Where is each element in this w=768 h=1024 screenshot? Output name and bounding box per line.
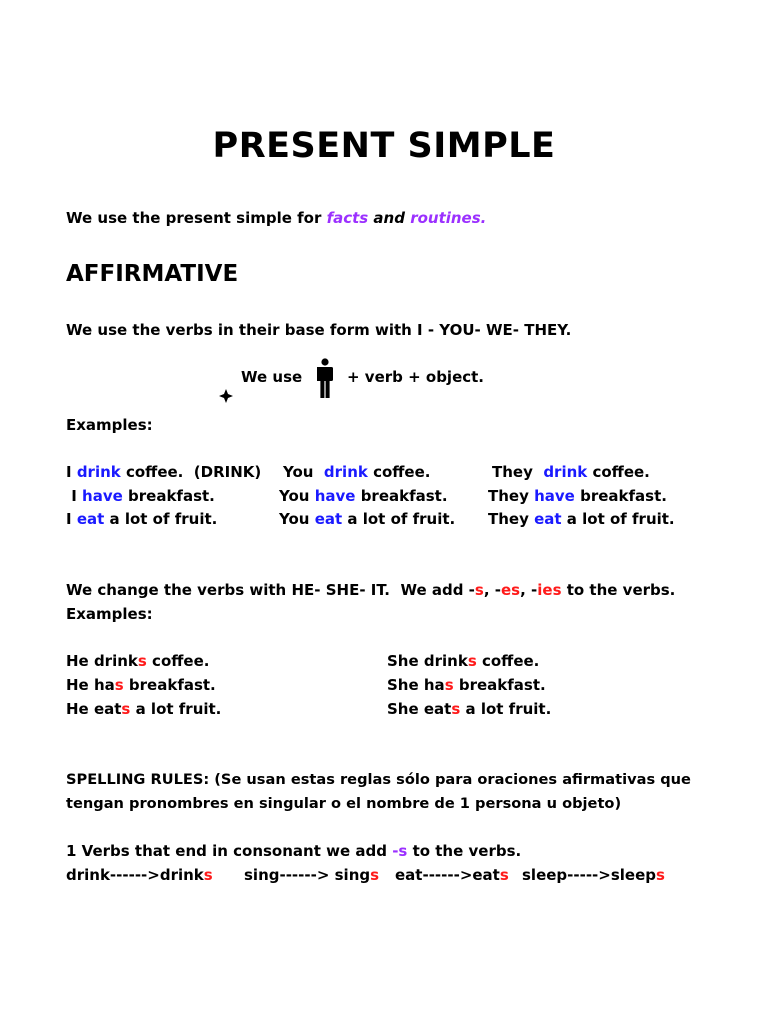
routines-word: routines.: [410, 209, 487, 227]
example-i-drink: [66, 462, 261, 482]
subject-text: You: [279, 487, 315, 505]
example-base: drink------>drink: [66, 866, 204, 884]
object-text: coffee. (DRINK): [120, 463, 262, 481]
structure-rest-text: + verb + object.: [347, 368, 485, 386]
facts-word: facts: [326, 209, 369, 227]
example-she-has: [387, 675, 546, 695]
rule-suffix: -s: [392, 842, 408, 860]
example-text: She drink: [387, 652, 468, 670]
example-they-eat: [488, 509, 675, 529]
suffix-s: s: [121, 700, 131, 718]
verb-text: eat: [76, 510, 105, 528]
object-text: coffee.: [367, 463, 431, 481]
example-you-have: [279, 486, 448, 506]
examples-label-2: Examples:: [66, 605, 153, 623]
spelling-rules-line-2: tengan pronombres en singular o el nombre de 1 persona u objeto): [66, 795, 622, 812]
verb-text: drink: [76, 463, 121, 481]
suffix-s: s: [474, 581, 484, 599]
base-form-line: We use the verbs in their base form with I - YOU- WE- THEY.: [66, 321, 572, 339]
example-text: coffee.: [476, 652, 540, 670]
subject-text: They: [488, 487, 535, 505]
verb-text: eat: [534, 510, 562, 528]
examples-label: Examples:: [66, 416, 153, 434]
suffix-s: s: [137, 652, 147, 670]
spelling-example-drinks: [66, 865, 213, 885]
person-icon: [313, 358, 337, 398]
object-text: breakfast.: [122, 487, 215, 505]
suffix-s: s: [114, 676, 124, 694]
spelling-rules-line-1: SPELLING RULES: (Se usan estas reglas sólo para oraciones afirmativas que: [66, 771, 691, 788]
page-title: PRESENT SIMPLE: [212, 126, 556, 166]
example-she-drinks: [387, 651, 539, 671]
object-text: a lot of fruit.: [104, 510, 218, 528]
intro-text: We use the present simple for: [66, 209, 327, 227]
verb-text: drink: [543, 463, 588, 481]
spelling-example-eats: [395, 865, 509, 885]
object-text: a lot of fruit.: [561, 510, 675, 528]
suffix-s: s: [370, 866, 380, 884]
intro-and: and: [368, 209, 411, 227]
structure-line: [209, 367, 233, 407]
example-i-eat: [66, 509, 217, 529]
example-text: She eat: [387, 700, 452, 718]
subject-text: You: [279, 510, 315, 528]
spelling-example-sings: [244, 865, 379, 885]
suffix-s: s: [467, 652, 477, 670]
suffix-ies: ies: [537, 581, 562, 599]
example-text: He eat: [66, 700, 122, 718]
separator: , -: [520, 581, 538, 599]
example-he-drinks: [66, 651, 209, 671]
affirmative-heading: AFFIRMATIVE: [66, 261, 239, 287]
rule-text: 1 Verbs that end in consonant we add: [66, 842, 393, 860]
diamond-bullet-icon: [219, 389, 233, 403]
suffix-s: s: [203, 866, 213, 884]
example-she-eats: [387, 699, 551, 719]
example-they-have: [488, 486, 667, 506]
rule-1-line: [66, 841, 521, 861]
subject-text: They: [488, 510, 535, 528]
subject-text: I: [66, 463, 77, 481]
example-base: eat------>eat: [395, 866, 500, 884]
example-text: He drink: [66, 652, 138, 670]
change-verbs-line: [66, 580, 675, 600]
subject-text: You: [283, 463, 324, 481]
verb-text: have: [534, 487, 575, 505]
verb-text: have: [314, 487, 356, 505]
suffix-s: s: [444, 676, 454, 694]
separator: , -: [483, 581, 501, 599]
suffix-s: s: [499, 866, 509, 884]
subject-text: I: [66, 510, 77, 528]
suffix-s: s: [656, 866, 665, 884]
example-text: a lot fruit.: [130, 700, 222, 718]
verb-text: drink: [323, 463, 368, 481]
example-you-eat: [279, 509, 455, 529]
subject-text: They: [492, 463, 544, 481]
change-text: We change the verbs with HE- SHE- IT. We add -: [66, 581, 475, 599]
example-he-has: [66, 675, 216, 695]
spelling-example-sleeps: [522, 865, 665, 885]
example-he-eats: [66, 699, 221, 719]
example-base: sleep----->sleep: [522, 866, 657, 884]
example-text: breakfast.: [453, 676, 546, 694]
object-text: a lot of fruit.: [342, 510, 456, 528]
example-base: sing------> sing: [244, 866, 371, 884]
suffix-es: es: [500, 581, 521, 599]
change-text-end: to the verbs.: [561, 581, 676, 599]
example-text: breakfast.: [123, 676, 216, 694]
subject-text: I: [66, 487, 83, 505]
verb-text: eat: [314, 510, 343, 528]
example-text: She ha: [387, 676, 445, 694]
example-they-drink: [492, 462, 650, 482]
we-use-text: We use: [241, 368, 303, 386]
object-text: breakfast.: [574, 487, 667, 505]
intro-line: [66, 208, 486, 228]
example-i-have: [66, 486, 215, 506]
example-you-drink: [283, 462, 430, 482]
rule-text-end: to the verbs.: [407, 842, 522, 860]
verb-text: have: [82, 487, 123, 505]
object-text: breakfast.: [355, 487, 448, 505]
example-text: coffee.: [146, 652, 210, 670]
example-text: He ha: [66, 676, 115, 694]
example-text: a lot fruit.: [460, 700, 552, 718]
suffix-s: s: [451, 700, 461, 718]
object-text: coffee.: [587, 463, 650, 481]
